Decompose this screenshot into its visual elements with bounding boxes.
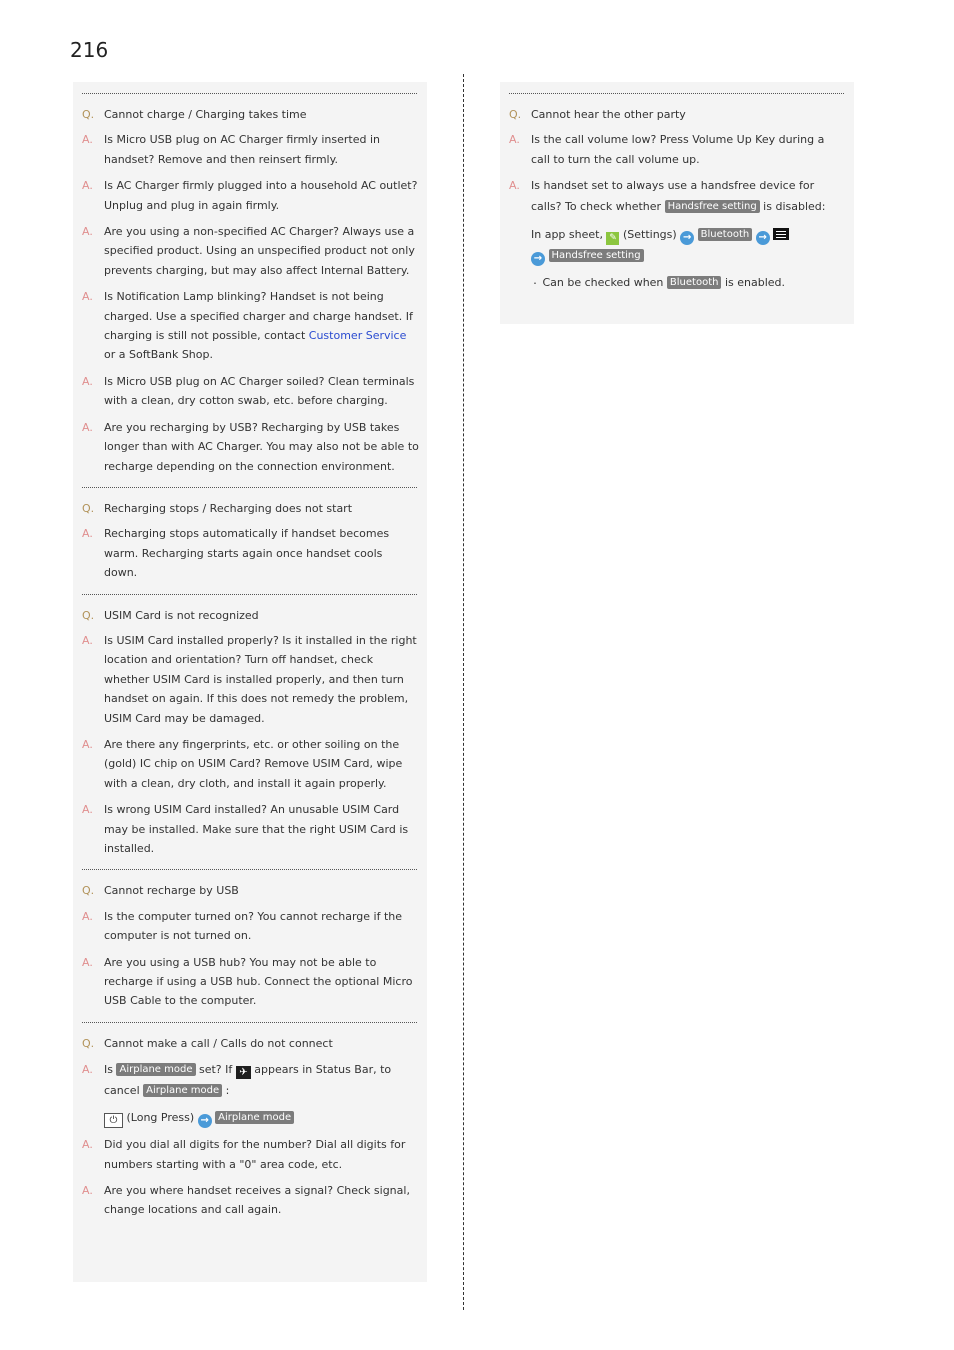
section-separator xyxy=(82,487,417,488)
answer-marker: A. xyxy=(82,737,93,751)
question-row xyxy=(82,606,419,625)
answer-text-pre: Is handset set to always use a handsfree device for calls? To check whether xyxy=(531,179,815,213)
answer-marker: A. xyxy=(82,909,93,923)
answer-row xyxy=(82,287,419,365)
settings-label: (Settings) xyxy=(622,228,677,242)
question-marker: Q. xyxy=(82,501,95,515)
answer-marker: A. xyxy=(82,133,93,147)
airplane-mode-chip: Airplane mode xyxy=(215,1111,294,1124)
answer-marker: A. xyxy=(82,1063,93,1077)
answer-text: Is AC Charger firmly plugged into a household AC outlet? Unplug and plug in again firmly. xyxy=(104,179,418,212)
question-marker: Q. xyxy=(82,1036,95,1050)
section-separator xyxy=(82,594,417,595)
arrow-right-icon: → xyxy=(756,231,770,245)
answer-text: Is the computer turned on? You cannot recharge if the computer is not turned on. xyxy=(104,909,403,943)
airplane-icon: ✈ xyxy=(236,1066,251,1079)
answer-marker: A. xyxy=(82,225,93,239)
answer-marker: A. xyxy=(509,179,520,193)
question-text: Recharging stops / Recharging does not start xyxy=(104,501,353,515)
answer-row xyxy=(82,1059,419,1101)
answer-text: Are there any fingerprints, etc. or other soiling on the (gold) IC chip on USIM Card? Remove USIM Card, wipe with a clean, dry cloth, and install it again properly. xyxy=(104,737,403,790)
answer-row xyxy=(82,907,419,946)
question-text: Cannot hear the other party xyxy=(531,108,686,121)
question-row xyxy=(509,105,846,124)
answer-marker: A. xyxy=(82,527,93,541)
answer-marker: A. xyxy=(82,374,93,388)
column-divider xyxy=(463,74,464,1310)
answer-marker: A. xyxy=(82,803,93,817)
answer-text-post: or a SoftBank Shop. xyxy=(104,348,213,362)
section-separator xyxy=(82,93,417,94)
arrow-right-icon: → xyxy=(198,1114,212,1128)
right-troubleshooting-panel xyxy=(500,82,854,324)
answer-row xyxy=(82,631,419,728)
airplane-mode-chip: Airplane mode xyxy=(116,1063,195,1076)
question-marker: Q. xyxy=(82,884,95,898)
airplane-mode-chip: Airplane mode xyxy=(143,1084,222,1097)
bluetooth-chip: Bluetooth xyxy=(698,228,753,241)
note-post-text: is enabled. xyxy=(724,276,786,290)
answer-text: Are you where handset receives a signal? Check signal, change locations and call again. xyxy=(104,1184,410,1217)
answer-text-mid: set? If xyxy=(199,1063,233,1077)
answer-text xyxy=(104,1059,419,1101)
answer-text-after: appears in Status Bar, to cancel xyxy=(104,1063,392,1098)
answer-marker: A. xyxy=(82,179,93,193)
question-row xyxy=(82,499,419,518)
question-row xyxy=(82,881,419,900)
section-separator xyxy=(82,869,417,870)
question-marker: Q. xyxy=(82,608,95,622)
answer-text: Did you dial all digits for the number? Dial all digits for numbers starting with a "0" area code, etc. xyxy=(104,1138,406,1171)
note-line xyxy=(531,273,846,293)
answer-row xyxy=(82,1181,419,1220)
answer-row xyxy=(82,1135,419,1174)
note-pre-text: Can be checked when xyxy=(542,276,664,290)
answer-row xyxy=(509,130,846,169)
long-press-text: (Long Press) xyxy=(126,1111,195,1125)
bluetooth-chip: Bluetooth xyxy=(667,276,722,289)
answer-text: Is wrong USIM Card installed? An unusable USIM Card may be installed. Make sure that the right USIM Card is installed. xyxy=(104,803,409,855)
answer-text: Is Micro USB plug on AC Charger firmly inserted in handset? Remove and then reinsert firmly. xyxy=(104,133,381,166)
answer-row xyxy=(82,418,419,476)
section-separator xyxy=(509,93,844,94)
question-marker: Q. xyxy=(509,108,522,121)
answer-text-pre: Is Notification Lamp blinking? Handset is not being charged. Use a specified charger and charge handset. If charging is still not possible, contact xyxy=(104,290,413,343)
question-text: Cannot recharge by USB xyxy=(104,884,239,898)
answer-marker: A. xyxy=(509,133,520,147)
answer-row xyxy=(82,953,419,1011)
step-line xyxy=(531,224,846,266)
note-bullet: ・ xyxy=(531,279,539,289)
customer-service-link[interactable]: Customer Service xyxy=(308,329,407,343)
section-separator xyxy=(82,1022,417,1023)
answer-row xyxy=(82,222,419,280)
answer-colon: : xyxy=(225,1084,230,1098)
handsfree-setting-chip: Handsfree setting xyxy=(549,249,644,262)
steps-pre-text: In app sheet, xyxy=(531,228,603,242)
answer-text xyxy=(531,176,846,217)
handsfree-setting-chip: Handsfree setting xyxy=(665,200,760,213)
answer-marker: A. xyxy=(82,633,93,647)
power-icon: ⏻ xyxy=(104,1113,123,1128)
step-line xyxy=(104,1108,419,1128)
answer-row xyxy=(82,372,419,411)
answer-row xyxy=(509,176,846,217)
answer-text: Are you using a USB hub? You may not be able to recharge if using a USB hub. Connect the optional Micro USB Cable to the computer. xyxy=(104,955,413,1008)
arrow-right-icon: → xyxy=(531,252,545,266)
arrow-right-icon: → xyxy=(680,231,694,245)
page-number: 216 xyxy=(70,38,109,62)
answer-marker: A. xyxy=(82,290,93,304)
answer-text-is: Is xyxy=(104,1063,113,1077)
answer-text: Are you using a non-specified AC Charger? Always use a specified product. Using an unspecified product not only prevents charging, but may also affect Internal Battery. xyxy=(104,225,415,277)
answer-text: Is the call volume low? Press Volume Up Key during a call to turn the call volume up. xyxy=(531,133,825,166)
question-marker: Q. xyxy=(82,108,95,121)
question-row xyxy=(82,105,419,124)
answer-row xyxy=(82,800,419,858)
answer-marker: A. xyxy=(82,1138,93,1152)
answer-row xyxy=(82,524,419,582)
question-text: Cannot charge / Charging takes time xyxy=(104,108,307,121)
answer-text: Recharging stops automatically if handset becomes warm. Recharging starts again once handset cools down. xyxy=(104,527,390,580)
question-text: Cannot make a call / Calls do not connect xyxy=(104,1036,333,1050)
settings-icon: ✎ xyxy=(606,232,619,245)
question-row xyxy=(82,1034,419,1053)
answer-marker: A. xyxy=(82,1184,93,1198)
answer-text-post: is disabled: xyxy=(763,199,826,213)
left-troubleshooting-panel xyxy=(73,82,427,1282)
question-text: USIM Card is not recognized xyxy=(104,608,259,622)
answer-row xyxy=(82,130,419,169)
answer-text: Is USIM Card installed properly? Is it installed in the right location and orientation? Turn off handset, check whether USIM Card is installed properly, and then turn handset on again. If this does not remedy the problem, USIM Card may be damaged. xyxy=(104,633,417,725)
answer-text xyxy=(104,287,419,365)
answer-row xyxy=(82,176,419,215)
answer-marker: A. xyxy=(82,955,93,969)
answer-marker: A. xyxy=(82,420,93,434)
answer-row xyxy=(82,735,419,793)
menu-icon xyxy=(773,228,789,240)
answer-text: Is Micro USB plug on AC Charger soiled? Clean terminals with a clean, dry cotton swab, etc. before charging. xyxy=(104,374,415,408)
answer-text: Are you recharging by USB? Recharging by USB takes longer than with AC Charger. You may also not be able to recharge depending on the connection environment. xyxy=(104,420,419,473)
